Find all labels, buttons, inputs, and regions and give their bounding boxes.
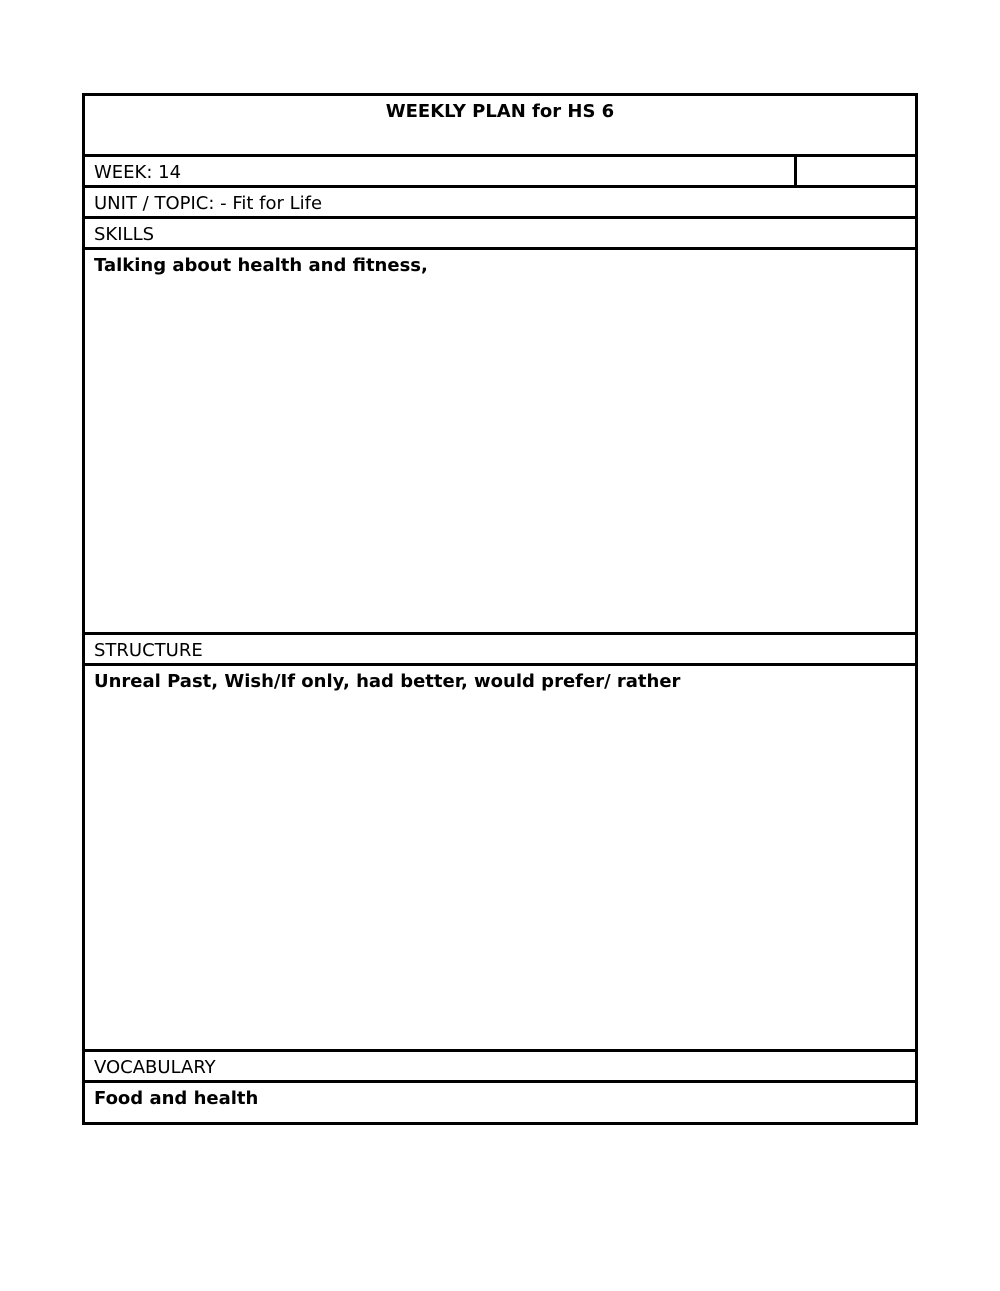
- skills-content: Talking about health and fitness,: [94, 255, 428, 276]
- unit-topic-row: [85, 188, 915, 219]
- weekly-plan-form: [82, 93, 918, 1125]
- skills-heading: SKILLS: [94, 224, 155, 245]
- structure-heading-row: [85, 635, 915, 666]
- vocabulary-content-area: [85, 1083, 915, 1122]
- vocabulary-content: Food and health: [94, 1088, 259, 1109]
- unit-topic-label: UNIT / TOPIC: - Fit for Life: [94, 193, 323, 214]
- vocabulary-heading: VOCABULARY: [94, 1057, 216, 1078]
- structure-content: Unreal Past, Wish/If only, had better, would prefer/ rather: [94, 671, 681, 692]
- week-extra-cell: [794, 157, 915, 185]
- plan-title: WEEKLY PLAN for HS 6: [385, 101, 615, 122]
- title-row: [85, 96, 915, 157]
- structure-heading: STRUCTURE: [94, 640, 203, 661]
- skills-heading-row: [85, 219, 915, 250]
- week-row: [85, 157, 915, 188]
- skills-content-area: [85, 250, 915, 635]
- week-label: WEEK: 14: [94, 162, 182, 183]
- structure-content-area: [85, 666, 915, 1052]
- vocabulary-heading-row: [85, 1052, 915, 1083]
